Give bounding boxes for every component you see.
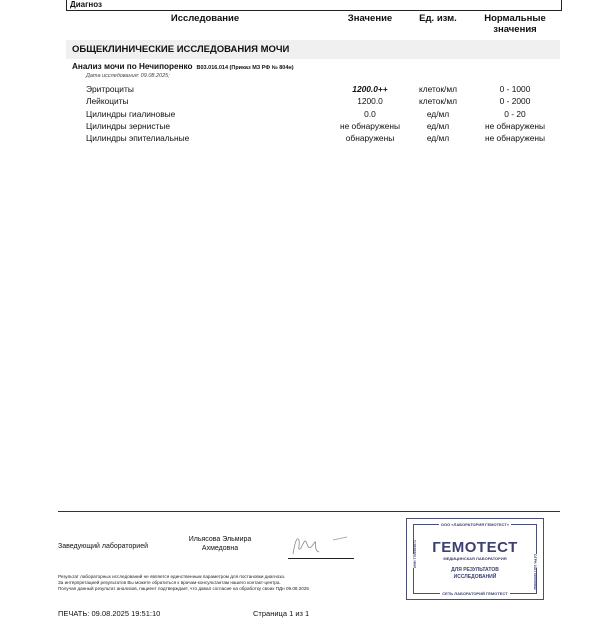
test-title — [72, 62, 294, 71]
result-value: обнаружены — [345, 133, 395, 144]
disclaimer-line: Результат лабораторных исследований не является единственным параметром для постановки диагноза. — [58, 574, 286, 579]
result-unit: ед/мл — [426, 120, 450, 131]
result-name: Лейкоциты — [86, 96, 129, 107]
stamp-sub: МЕДИЦИНСКАЯ ЛАБОРАТОРИЯ — [443, 556, 507, 561]
result-value: 0.0 — [364, 108, 376, 119]
test-date: Дата исследования: 09.08.2025; — [86, 73, 170, 79]
result-range: 0 - 20 — [504, 108, 526, 119]
result-range: не обнаружены — [484, 120, 546, 131]
test-code: B03.016.014 (Приказ МЗ РФ № 804н) — [196, 65, 294, 71]
header-unit: Ед. изм. — [419, 13, 457, 24]
stamp-left: ИНН 7706553571 — [413, 539, 417, 568]
stamp-right: ОГРН 1027700050842 — [533, 554, 537, 590]
result-unit: клеток/мл — [418, 96, 458, 107]
result-range: не обнаружены — [484, 133, 546, 144]
result-range: 0 - 2000 — [499, 96, 531, 107]
diagnosis-box — [66, 0, 562, 11]
section-header — [66, 40, 560, 59]
page-number: Страница 1 из 1 — [253, 609, 310, 618]
result-value: не обнаружены — [339, 120, 401, 131]
signature-line — [288, 558, 354, 559]
header-normal-line1: Нормальные — [484, 13, 546, 24]
result-unit: ед/мл — [426, 133, 450, 144]
disclaimer-line: За интерпретацией результатов Вы можете обратиться к врачам-консультантам нашего контакт-центра. — [58, 580, 281, 585]
lab-stamp — [406, 518, 544, 600]
result-value: 1200.0 — [357, 96, 383, 107]
signature-name-line1: Ильясова Эльмира — [188, 536, 252, 543]
result-unit: ед/мл — [426, 108, 450, 119]
stamp-inner-border — [413, 524, 537, 594]
table-row — [0, 109, 600, 121]
signature-name — [180, 535, 260, 553]
result-name: Эритроциты — [86, 84, 134, 94]
section-title: ОБЩЕКЛИНИЧЕСКИЕ ИССЛЕДОВАНИЯ МОЧИ — [72, 44, 290, 55]
stamp-mid2: ИССЛЕДОВАНИЙ — [453, 574, 497, 580]
table-row — [0, 121, 600, 133]
diagnosis-label: Диагноз — [70, 0, 102, 9]
stamp-top: ООО «ЛАБОРАТОРИЯ ГЕМОТЕСТ» — [440, 522, 510, 527]
disclaimer-line: Получая данный результат анализов, пациент подтверждает, что давал согласие на обработку своих ПДн 09.08.2025 — [58, 586, 309, 591]
stamp-bottom: СЕТЬ ЛАБОРАТОРИЙ ГЕМОТЕСТ — [442, 591, 508, 596]
table-row — [0, 96, 600, 108]
result-name: Цилиндры эпителиальные — [86, 133, 190, 144]
header-test: Исследование — [170, 13, 240, 24]
table-row — [0, 84, 600, 96]
result-name: Цилиндры гиалиновые — [86, 108, 176, 119]
signature-role: Заведующий лабораторией — [58, 543, 148, 550]
result-range: 0 - 1000 — [499, 84, 531, 94]
header-value: Значение — [347, 13, 393, 24]
test-name: Анализ мочи по Нечипоренко — [72, 62, 193, 71]
signature-name-line2: Ахмедовна — [201, 545, 239, 552]
print-timestamp: ПЕЧАТЬ: 09.08.2025 19:51:10 — [58, 609, 161, 618]
table-row — [0, 133, 600, 145]
result-value: 1200.0++ — [352, 84, 388, 94]
header-normal-line2: значения — [493, 24, 537, 35]
divider — [58, 511, 560, 512]
header-normal — [470, 13, 560, 35]
disclaimer — [58, 574, 309, 592]
stamp-mid1: ДЛЯ РЕЗУЛЬТАТОВ — [451, 567, 499, 573]
handwritten-signature — [285, 530, 355, 558]
result-unit: клеток/мл — [418, 84, 458, 94]
result-name: Цилиндры зернистые — [86, 120, 171, 131]
stamp-brand: ГЕМОТЕСТ — [432, 539, 518, 556]
